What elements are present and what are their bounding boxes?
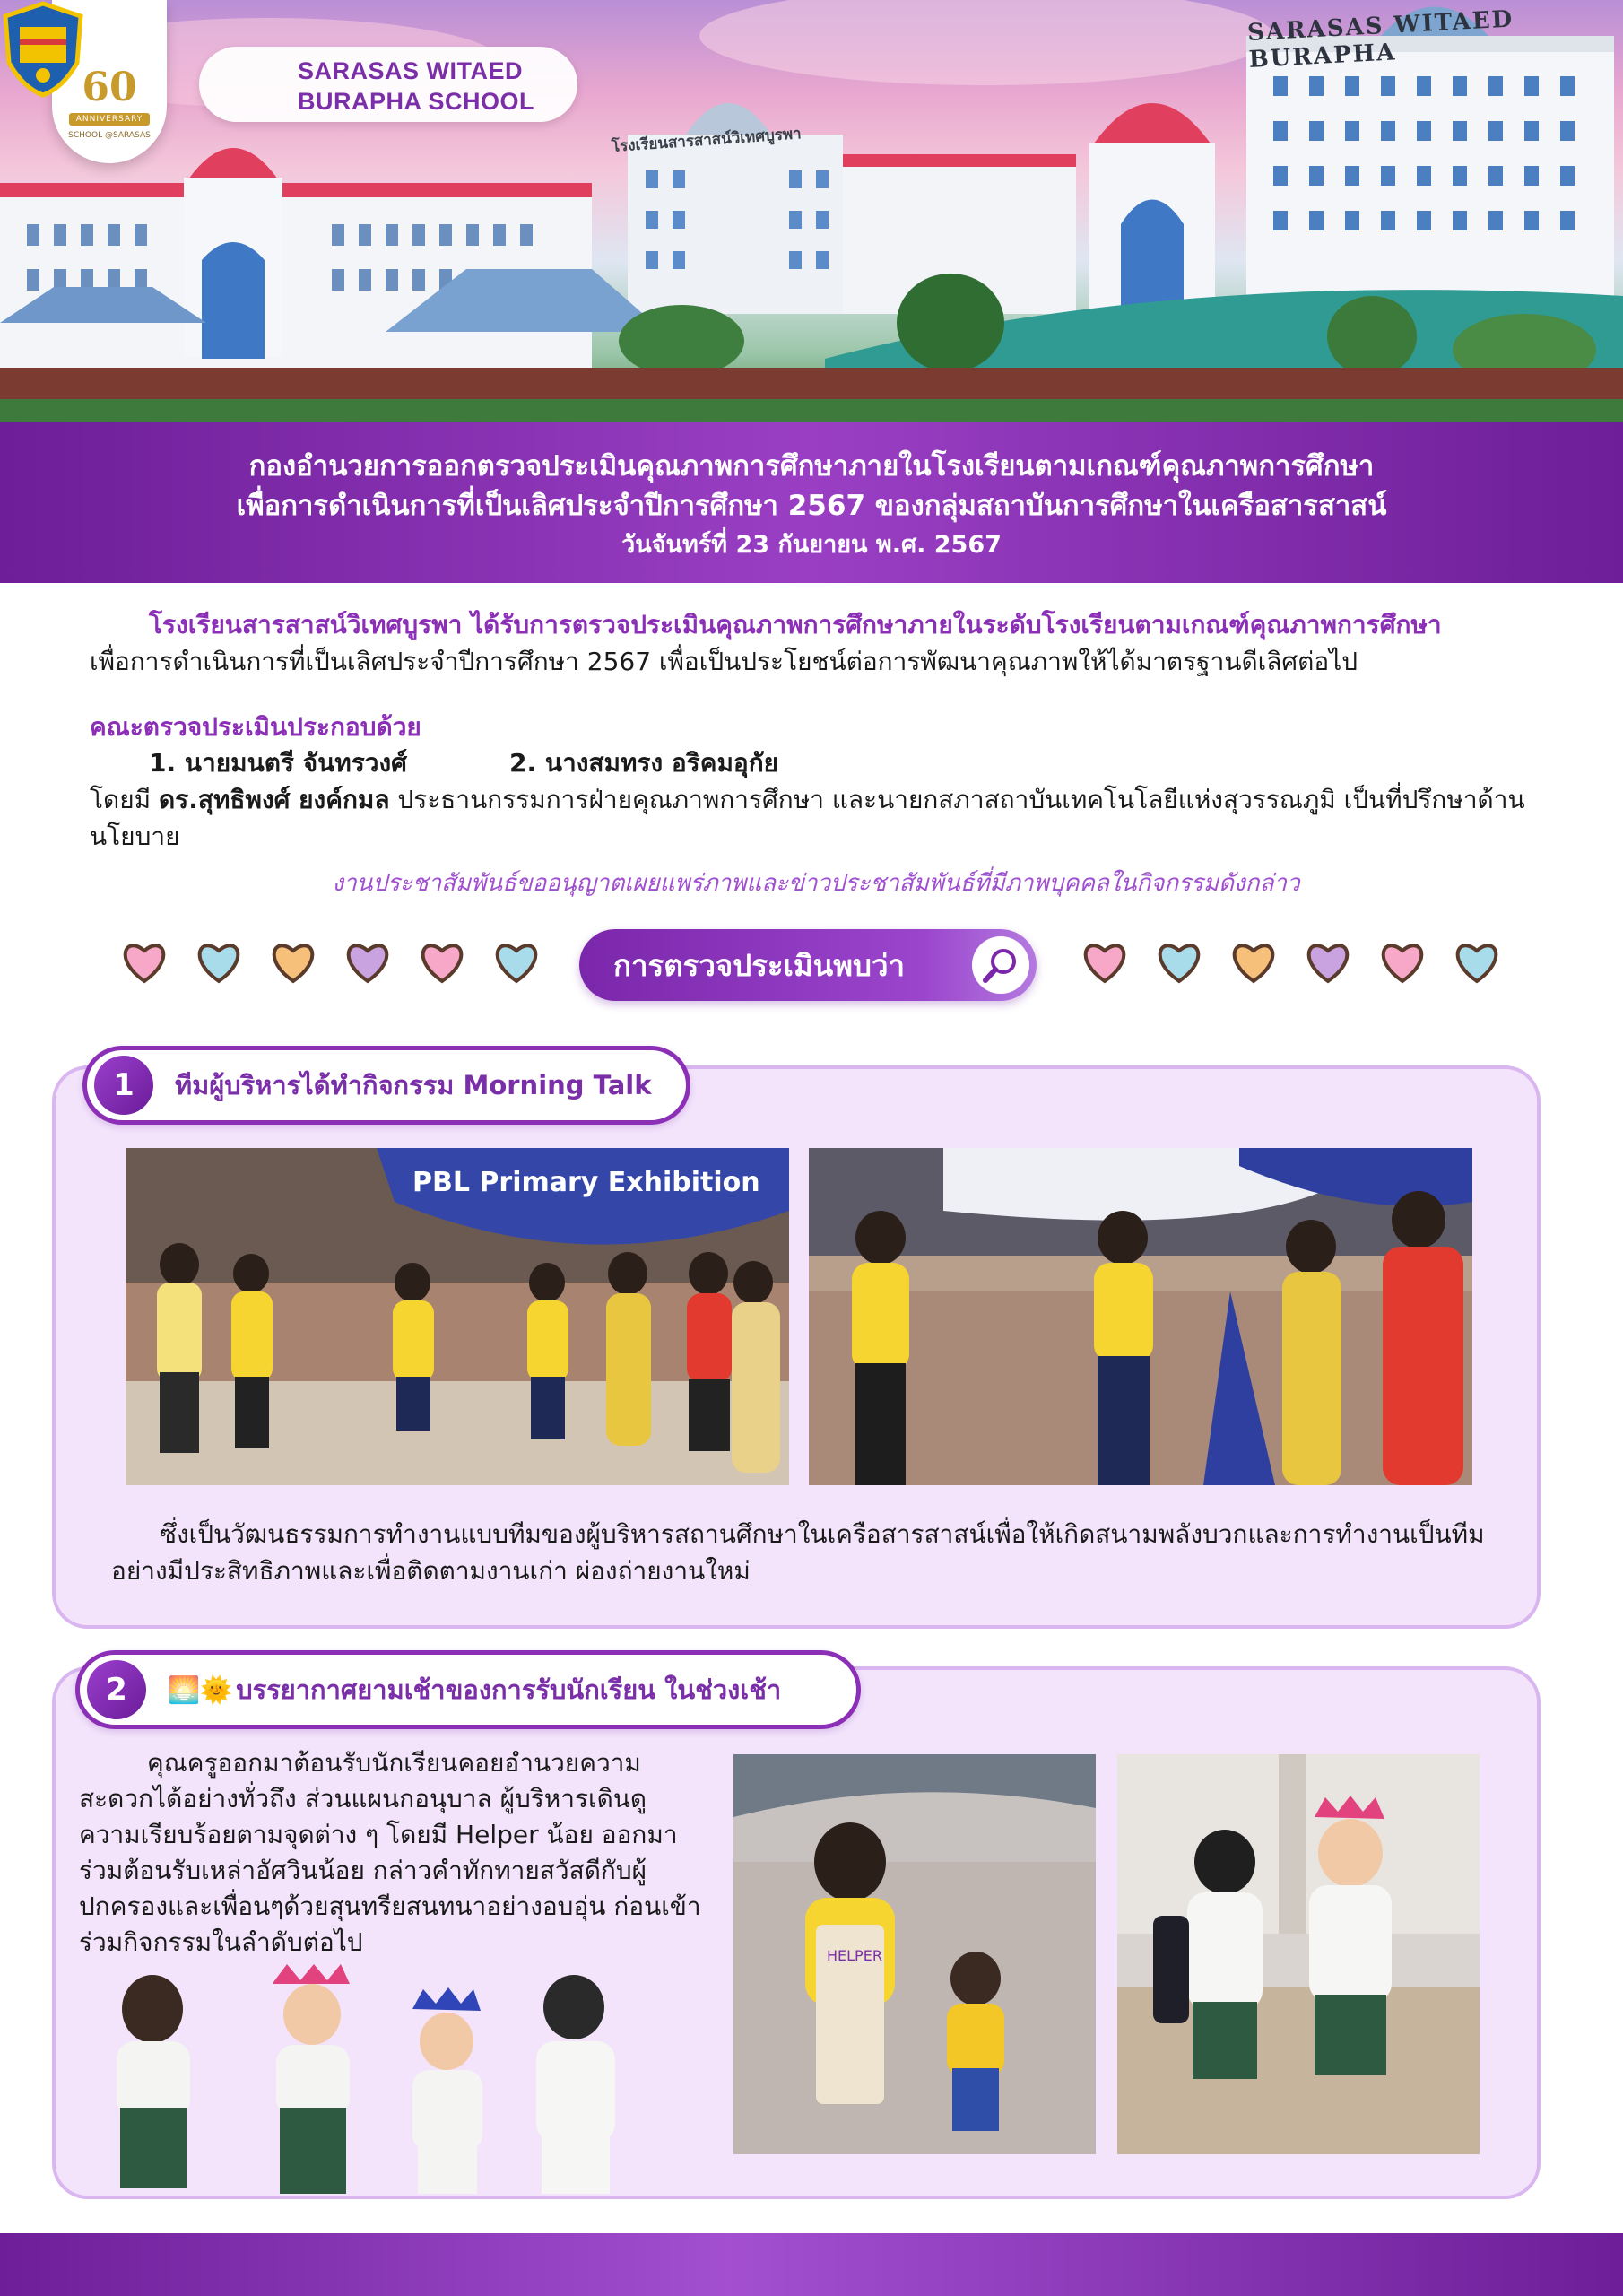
section2-title: บรรยากาศยามเช้าของการรับนักเรียน ในช่วงเช้า: [236, 1674, 782, 1705]
footer-bar: [0, 2233, 1623, 2296]
school-name: [298, 56, 534, 117]
heart-icon: [1155, 940, 1203, 985]
section1-number: 1: [94, 1056, 153, 1115]
banner-line1: กองอำนวยการออกตรวจประเมินคุณภาพการศึกษาภายในโรงเรียนตามเกณฑ์คุณภาพการศึกษา: [248, 450, 1375, 483]
heart-icon: [1378, 940, 1427, 985]
school-name-line2: BURAPHA SCHOOL: [298, 88, 535, 115]
heart-icon: [120, 940, 169, 985]
findings-label: การตรวจประเมินพบว่า: [613, 947, 906, 983]
anniversary-number: 60: [82, 65, 137, 110]
section2-tab: [75, 1650, 861, 1729]
intro-lead: โรงเรียนสารสาสน์วิเทศบูรพา ได้รับการตรวจประเมินคุณภาพการศึกษาภายในระดับโรงเรียนตามเกณฑ์คุณภาพการศึกษา: [149, 610, 1442, 639]
heart-icon: [418, 940, 466, 985]
anniversary-sub: SCHOOL @SARASAS: [68, 131, 151, 140]
pr-consent-note: งานประชาสัมพันธ์ขออนุญาตเผยแพร่ภาพและข่าวประชาสัมพันธ์ที่มีภาพบุคคลในกิจกรรมดังกล่าว: [332, 870, 1300, 897]
heart-icon: [1453, 940, 1501, 985]
section2-number: 2: [87, 1660, 146, 1719]
section1-text: [111, 1516, 1492, 1589]
findings-divider: [0, 929, 1623, 1001]
heart-icon: [1081, 940, 1129, 985]
kids-knights-illustration: [90, 1964, 664, 2201]
heart-icon: [343, 940, 392, 985]
magnifier-icon: [972, 936, 1029, 994]
committee-members: [90, 745, 1542, 781]
school-crest-icon: [0, 0, 86, 99]
anniversary-ribbon: ANNIVERSARY: [69, 113, 151, 126]
heart-icon: [1304, 940, 1352, 985]
banner-date: วันจันทร์ที่ 23 กันยายน พ.ศ. 2567: [621, 531, 1002, 559]
morning-welcome-photo-1: [733, 1754, 1096, 2154]
committee-member-1: 1. นายมนตรี จันทรวงศ์: [149, 748, 407, 778]
banner-line2: เพื่อการดำเนินการที่เป็นเลิศประจำปีการศึกษา 2567 ของกลุ่มสถาบันการศึกษาในเครือสารสาสน์: [236, 490, 1387, 522]
section2-body: คุณครูออกมาต้อนรับนักเรียนคอยอำนวยความสะดวกได้อย่างทั่วถึง ส่วนแผนกอนุบาล ผู้บริหารเดินดูความเรียบร้อยตามจุดต่าง ๆ โดยมี Helper น้อย ออกมาร่วมต้อนรับเหล่าอัศวินน้อย กล่าวคำทักทายสวัสดีกับผู้ปกครองและเพื่อนๆด้วยสุนทรียสนทนาอย่างอบอุ่น ก่อนเข้าร่วมกิจกรรมในลำดับต่อไป: [79, 1748, 701, 1957]
building-sign-thai: โรงเรียนสารสาสน์วิเทศบูรพา: [611, 125, 803, 156]
section2-text: [79, 1745, 707, 1961]
section1-tab: [82, 1046, 690, 1125]
section1-title: ทีมผู้บริหารได้ทำกิจกรรม Morning Talk: [175, 1070, 652, 1100]
school-name-line1: SARASAS WITAED: [298, 57, 524, 84]
hero-banner: [0, 0, 1623, 422]
photo-banner-text: PBL Primary Exhibition: [412, 1167, 760, 1198]
building-sign: SARASAS WITAED BURAPHA: [1246, 5, 1515, 74]
morning-welcome-photo-2: [1117, 1754, 1480, 2154]
apron-label: HELPER: [827, 1947, 882, 1964]
intro-block: [90, 606, 1542, 902]
findings-heading: [579, 929, 1037, 1001]
advisor-prefix: โดยมี: [90, 785, 159, 814]
heart-icon: [195, 940, 243, 985]
sunrise-icon: 🌅🌞: [168, 1674, 233, 1705]
heart-icon: [1229, 940, 1278, 985]
section1-body: ซึ่งเป็นวัฒนธรรมการทำงานแบบทีมของผู้บริหารสถานศึกษาในเครือสารสาสน์เพื่อให้เกิดสนามพลังบวกและการทำงานเป็นทีมอย่างมีประสิทธิภาพและเพื่อติดตามงานเก่า ผ่องถ่ายงานใหม่: [111, 1519, 1485, 1586]
title-banner: [0, 422, 1623, 583]
heart-icon: [492, 940, 541, 985]
morning-talk-photo-1: [126, 1148, 789, 1485]
heart-icon: [269, 940, 317, 985]
morning-talk-photo-2: [809, 1148, 1472, 1485]
advisor-name: ดร.สุทธิพงศ์ ยงค์กมล: [159, 785, 390, 814]
committee-member-2: 2. นางสมทรง อริคมอุกัย: [509, 748, 779, 778]
advisor-role: ประธานกรรมการฝ่ายคุณภาพการศึกษา และนายกสภาสถาบันเทคโนโลยีแห่งสุวรรณภูมิ เป็นที่ปรึกษาด้านนโยบาย: [90, 785, 1525, 851]
advisor-line: [90, 781, 1542, 855]
committee-title: คณะตรวจประเมินประกอบด้วย: [90, 712, 421, 742]
intro-lead-continued: เพื่อการดำเนินการที่เป็นเลิศประจำปีการศึกษา 2567 เพื่อเป็นประโยชน์ต่อการพัฒนาคุณภาพให้ได้มาตรฐานดีเลิศต่อไป: [90, 647, 1358, 676]
